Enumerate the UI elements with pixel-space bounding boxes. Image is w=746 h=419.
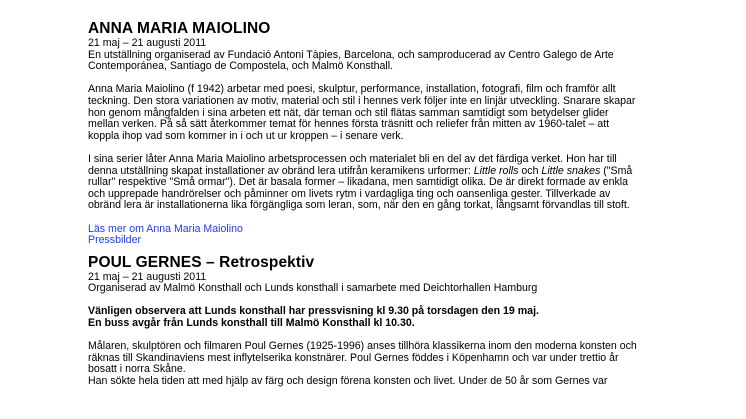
intro-line: En utställning organiserad av Fundació Antoni Tàpies, Barcelona, och samproducerad av Centro Galego de Arte: [88, 48, 614, 61]
paragraph-line: I sina serier låter Anna Maria Maiolino arbetsprocessen och materialet bli en del av det färdiga verket. Hon har till: [88, 152, 617, 165]
paragraph-line: Anna Maria Maiolino (f 1942) arbetar med poesi, skulptur, performance, installation, fotografi, film och framför allt: [88, 83, 616, 96]
press-images-link[interactable]: Pressbilder: [88, 234, 141, 247]
paragraph-line: hon genom mångfalden i sina arbeten ett nät, där teman och stil flätas samman samtidigt som betydelser glider: [88, 106, 609, 119]
paragraph-maiolino-1: [88, 84, 668, 142]
paragraph-line: och upprepade handrörelser och påminner om livets rytm i vardagliga ting och oansenliga gester. Tillverkade av: [88, 187, 611, 200]
intro-line: Organiserad av Malmö Konsthall och Lunds konsthall i samarbete med Deichtorhallen Hamburg: [88, 282, 538, 295]
paragraph-line: teckning. Den stora variationen av motiv, material och stil i hennes verk följer inte en linjär utveckling. Snarare skapar: [88, 94, 636, 107]
exhibition-info-gernes: [88, 272, 668, 295]
date-text: 21 maj – 21 augusti 2011: [88, 37, 207, 49]
paragraph-line: rullar" respektive "Små ormar"). Det är basala former – likadana, men samtidigt olika. De är direkt formade av enkla: [88, 176, 629, 189]
text-run: ("Små: [600, 164, 633, 177]
links-block: [88, 224, 668, 247]
intro-line: Contemporánea, Santiago de Compostela, och Malmö Konsthall.: [88, 60, 394, 73]
text-run: denna utställning skapat installationer av obränd lera utifrån keramikens urformer:: [88, 164, 474, 177]
section-title-gernes: POUL GERNES – Retrospektiv: [88, 253, 315, 271]
document-content: [88, 0, 668, 388]
press-notice: [88, 306, 668, 329]
artwork-title: Little rolls: [473, 164, 519, 177]
paragraph-line: koppla ihop vad som kommer in i och ut ur kroppen – i senare verk.: [88, 129, 404, 142]
paragraph-line: obränd lera är installationerna lika förgängliga som leran, som, när den en gång torkat, långsamt förvandlas till stoft.: [88, 199, 630, 212]
paragraph-gernes: [88, 341, 668, 387]
exhibition-date: [88, 38, 668, 73]
section-title-maiolino: ANNA MARIA MAIOLINO: [88, 20, 271, 37]
paragraph-line: bosatt i norra Skåne.: [88, 363, 186, 376]
artwork-title: Little snakes: [541, 164, 601, 177]
paragraph-line: Målaren, skulptören och filmaren Poul Gernes (1925-1996) anses tillhöra klassikerna inom den moderna konsten och: [88, 340, 637, 353]
read-more-link[interactable]: Läs mer om Anna Maria Maiolino: [88, 222, 243, 235]
text-run: och: [518, 164, 542, 177]
date-text: 21 maj – 21 augusti 2011: [88, 270, 207, 283]
paragraph-line: mellan verken. På så sätt återkommer temat för hennes första träsnitt och reliefer från mitten av 1960-talet – att: [88, 118, 610, 131]
press-notice-line: En buss avgår från Lunds konsthall till Malmö Konsthall kl 10.30.: [88, 317, 415, 330]
press-notice-line: Vänligen observera att Lunds konsthall har pressvisning kl 9.30 på torsdagen den 19 maj.: [88, 305, 539, 318]
paragraph-line: räknas till Skandinaviens mest inflytelserika konstnärer. Poul Gernes föddes i Köpenhamn och var under trettio år: [88, 351, 619, 364]
paragraph-maiolino-2: [88, 154, 668, 212]
paragraph-line: Han sökte hela tiden att med hjälp av färg och design förena konsten och livet. Under de 50 år som Gernes var: [88, 375, 608, 388]
